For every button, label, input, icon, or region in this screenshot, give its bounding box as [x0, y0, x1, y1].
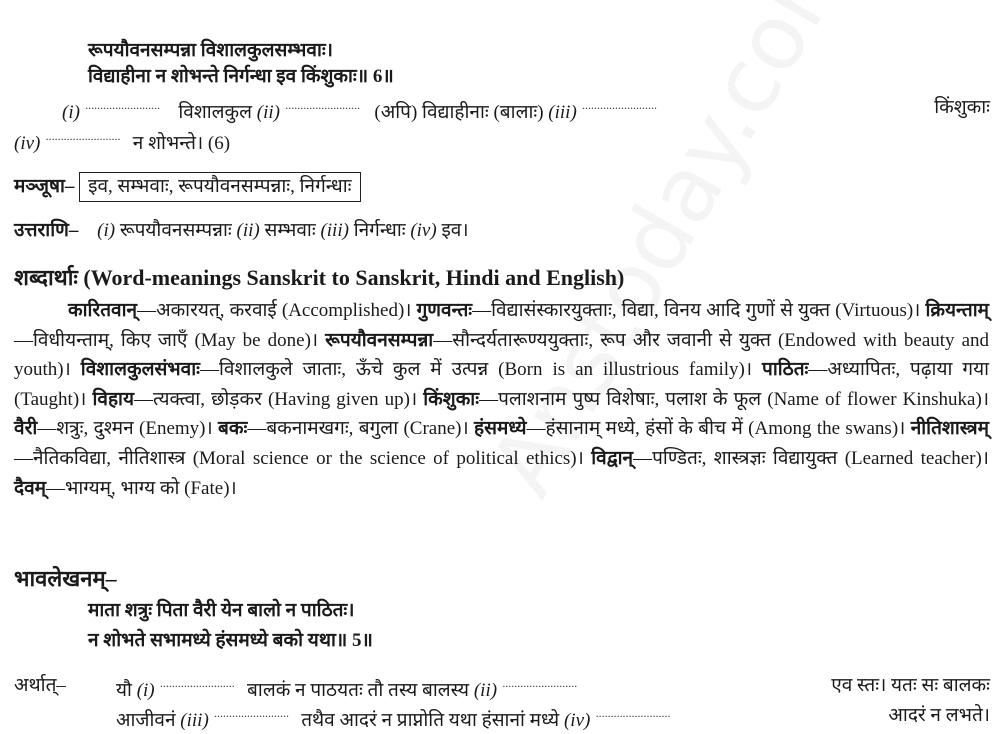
- answers-row: [14, 218, 469, 244]
- wm-entry: वैरी—शत्रुः, दुश्मन (Enemy)।: [14, 418, 213, 440]
- arthat-row1: [116, 673, 990, 704]
- row2-label-iv: (iv): [563, 710, 591, 731]
- wm-entry: बकः—बकनामखगः, बगुला (Crane)।: [218, 418, 469, 440]
- text-after-i: विशालकुल: [178, 102, 253, 123]
- row2-label-iii: (iii): [180, 710, 209, 731]
- label-iv: (iv): [14, 133, 41, 154]
- manjusha-box: इव, सम्भवाः, रूपयौवनसम्पन्नाः, निर्गन्धाः: [79, 172, 360, 202]
- blank-ii[interactable]: ·························: [284, 101, 360, 115]
- label-ii: (ii): [256, 102, 280, 123]
- row1-label-ii: (ii): [473, 680, 498, 701]
- blank-i[interactable]: ·························: [84, 101, 160, 115]
- row2-start: आजीवनं: [116, 710, 176, 731]
- fill-blank-row2: [14, 126, 230, 157]
- word-meanings-paragraph: [14, 296, 989, 503]
- row1-blank-ii[interactable]: ·························: [501, 679, 577, 693]
- row1-mid: बालकं न पाठयतः तौ तस्य बालस्य: [247, 680, 470, 701]
- wm-entry: कारितवान्—अकारयत्, करवाई (Accomplished)।: [68, 300, 412, 321]
- row1-end: एव स्तः। यतः सः बालकः: [831, 675, 990, 696]
- verse5-line1: माता शत्रुः पिता वैरी येन बालो न पाठितः।: [88, 600, 355, 621]
- wm-entry: गुणवन्तः—विद्यासंस्कारयुक्ताः, विद्या, विनय आदि गुणों से युक्त (Virtuous)।: [416, 300, 921, 321]
- answer-ii: सम्भवाः: [264, 220, 316, 241]
- manjusha-row: [14, 172, 361, 202]
- wm-entry: विद्वान्—पण्डितः, शास्त्रज्ञः विद्यायुक्त (Learned teacher)।: [591, 447, 989, 469]
- text-after-iii: किंशुकाः: [934, 97, 990, 118]
- verse5-line2: न शोभते सभामध्ये हंसमध्ये बको यथा॥ 5॥: [88, 630, 373, 651]
- bhavalekhanam-heading: भावलेखनम्–: [14, 566, 117, 591]
- ans-label-ii: (ii): [236, 220, 260, 241]
- arthat-row2: [116, 703, 990, 734]
- answer-iv: इव।: [441, 220, 469, 241]
- blank-iii[interactable]: ·························: [581, 101, 657, 115]
- text-after-iv: न शोभन्ते। (6): [132, 133, 231, 154]
- wm-entry: पाठितः—अध्यापितः, पढ़ाया गया (Taught)।: [14, 359, 990, 410]
- label-i: (i): [62, 102, 80, 123]
- row2-mid: तथैव आदरं न प्राप्नोति यथा हंसानां मध्ये: [301, 710, 560, 731]
- wm-entry: किंशुकाः—पलाशनाम पुष्प विशेषाः, पलाश के फूल (Name of flower Kinshuka)।: [423, 388, 990, 410]
- blank-iv[interactable]: ·························: [45, 132, 121, 146]
- ans-label-i: (i): [97, 220, 116, 241]
- wm-entry: विशालकुलसंभवाः—विशालकुले जाताः, ऊँचे कुल में उत्पन्न (Born is an illustrious family)।: [80, 359, 753, 381]
- wm-entry: नीतिशास्त्रम्—नैतिकविद्या, नीतिशास्त्र (Moral science or the science of political ethics)।: [14, 418, 990, 469]
- wm-entry: रूपयौवनसम्पन्ना—सौन्दर्यतारूण्ययुक्ताः, रूप और जवानी से युक्त (Endowed with beauty and youth)।: [14, 329, 990, 381]
- row2-blank-iii[interactable]: ·························: [213, 709, 289, 723]
- ans-label-iv: (iv): [410, 220, 437, 241]
- answers-label: उत्तराणि–: [14, 220, 79, 241]
- row1-start: यौ: [116, 680, 132, 701]
- arthat-label: अर्थात्–: [14, 675, 66, 696]
- verse6-line2: विद्याहीना न शोभन्ते निर्गन्धा इव किंशुकाः॥ 6॥: [88, 66, 394, 87]
- manjusha-label: मञ्जूषा–: [14, 176, 75, 197]
- row1-label-i: (i): [136, 680, 155, 701]
- row1-blank-i[interactable]: ·························: [159, 679, 235, 693]
- row2-blank-iv[interactable]: ·························: [595, 709, 670, 723]
- answer-i: रूपयौवनसम्पन्नाः: [119, 220, 232, 241]
- wm-entry: हंसमध्ये—हंसानाम् मध्ये, हंसों के बीच में (Among the swans)।: [474, 418, 906, 440]
- ans-label-iii: (iii): [320, 220, 349, 241]
- wm-entry: क्रियन्ताम्—विधीयन्ताम्, किए जाएँ (May be done)।: [14, 300, 989, 351]
- verse6-line1: रूपयौवनसम्पन्ना विशालकुलसम्भवाः।: [88, 40, 333, 61]
- row2-end: आदरं न लभते।: [888, 705, 990, 726]
- wm-entry: विहाय—त्यक्त्वा, छोड़कर (Having given up)।: [92, 388, 418, 410]
- fill-blank-row1: [62, 95, 990, 126]
- word-meanings-heading: शब्दार्थाः (Word-meanings Sanskrit to Sanskrit, Hindi and English): [14, 265, 625, 290]
- answer-iii: निर्गन्धाः: [353, 220, 406, 241]
- text-after-ii: (अपि) विद्याहीनाः (बालाः): [374, 102, 544, 123]
- wm-entry: दैवम्—भाग्यम्, भाग्य को (Fate)।: [14, 477, 237, 499]
- label-iii: (iii): [548, 102, 577, 123]
